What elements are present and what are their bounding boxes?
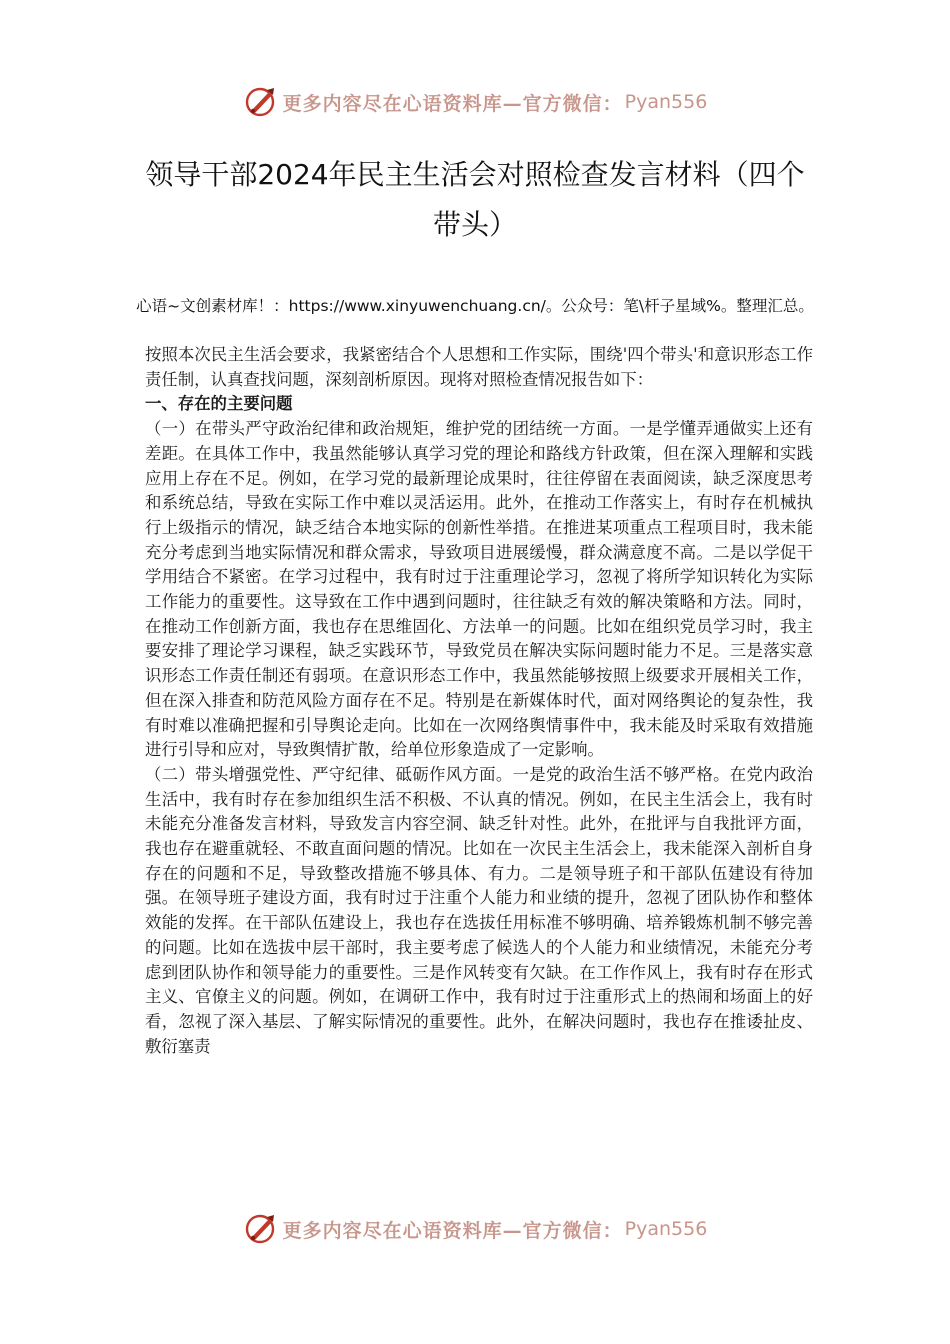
document-body [145,343,813,1059]
body-paragraph: （一）在带头严守政治纪律和政治规矩，维护党的团结统一方面。一是学懂弄通做实上还有差距。在具体工作中，我虽然能够认真学习党的理论和路线方针政策，但在深入理解和实践应用上存在不足。例如，在学习党的最新理论成果时，往往停留在表面阅读，缺乏深度思考和系统总结，导致在实际工作中难以灵活运用。此外，在推动工作落实上，有时存在机械执行上级指示的情况，缺乏结合本地实际的创新性举措。在推进某项重点工程项目时，我未能充分考虑到当地实际情况和群众需求，导致项目进展缓慢，群众满意度不高。二是以学促干学用结合不紧密。在学习过程中，我有时过于注重理论学习，忽视了将所学知识转化为实际工作能力的重要性。这导致在工作中遇到问题时，往往缺乏有效的解决策略和方法。同时，在推动工作创新方面，我也存在思维固化、方法单一的问题。比如在组织党员学习时，我主要安排了理论学习课程，缺乏实践环节，导致党员在解决实际问题时能力不足。三是落实意识形态工作责任制还有弱项。在意识形态工作中，我虽然能够按照上级要求开展相关工作，但在深入排查和防范风险方面存在不足。特别是在新媒体时代，面对网络舆论的复杂性，我有时难以准确把握和引导舆论走向。比如在一次网络舆情事件中，我未能及时采取有效措施进行引导和应对，导致舆情扩散，给单位形象造成了一定影响。 [145,419,813,760]
banner-wechat-id: Pyan556 [624,1218,708,1240]
quill-logo-icon [243,1211,279,1247]
banner-text: 更多内容尽在心语资料库—官方微信： [282,1219,623,1242]
section-heading: 一、存在的主要问题 [145,394,293,414]
footer-watermark-banner [0,1209,950,1249]
body-paragraph: （二）带头增强党性、严守纪律、砥砺作风方面。一是党的政治生活不够严格。在党内政治生活中，我有时存在参加组织生活不积极、不认真的情况。例如，在民主生活会上，我有时未能充分准备发言材料，导致发言内容空洞、缺乏针对性。此外，在批评与自我批评方面，我也存在避重就轻、不敢直面问题的情况。比如在一次民主生活会上，我未能深入剖析自身存在的问题和不足，导致整改措施不够具体、有力。二是领导班子和干部队伍建设有待加强。在领导班子建设方面，我有时过于注重个人能力和业绩的提升，忽视了团队协作和整体效能的发挥。在干部队伍建设上，我也存在选拔任用标准不够明确、培养锻炼机制不够完善的问题。比如在选拔中层干部时，我主要考虑了候选人的个人能力和业绩情况，未能充分考虑到团队协作和领导能力的重要性。三是作风转变有欠缺。在工作作风上，我有时存在形式主义、官僚主义的问题。例如，在调研工作中，我有时过于注重形式上的热闹和场面上的好看，忽视了深入基层、了解实际情况的重要性。此外，在解决问题时，我也存在推诿扯皮、敷衍塞责 [145,764,813,1056]
banner-text: 更多内容尽在心语资料库—官方微信： [282,92,623,115]
source-line: 心语~文创素材库！：https://www.xinyuwenchuang.cn/。公众号：笔\杆子星域%。整理汇总。 [136,297,814,315]
header-watermark-banner [0,82,950,122]
intro-paragraph: 按照本次民主生活会要求，我紧密结合个人思想和工作实际，围绕'四个带头'和意识形态工作责任制，认真查找问题，深刻剖析原因。现将对照检查情况报告如下： [145,345,813,389]
document-title: 领导干部2024年民主生活会对照检查发言材料（四个带头） [145,158,805,241]
quill-logo-icon [243,84,279,120]
banner-wechat-id: Pyan556 [624,91,708,113]
